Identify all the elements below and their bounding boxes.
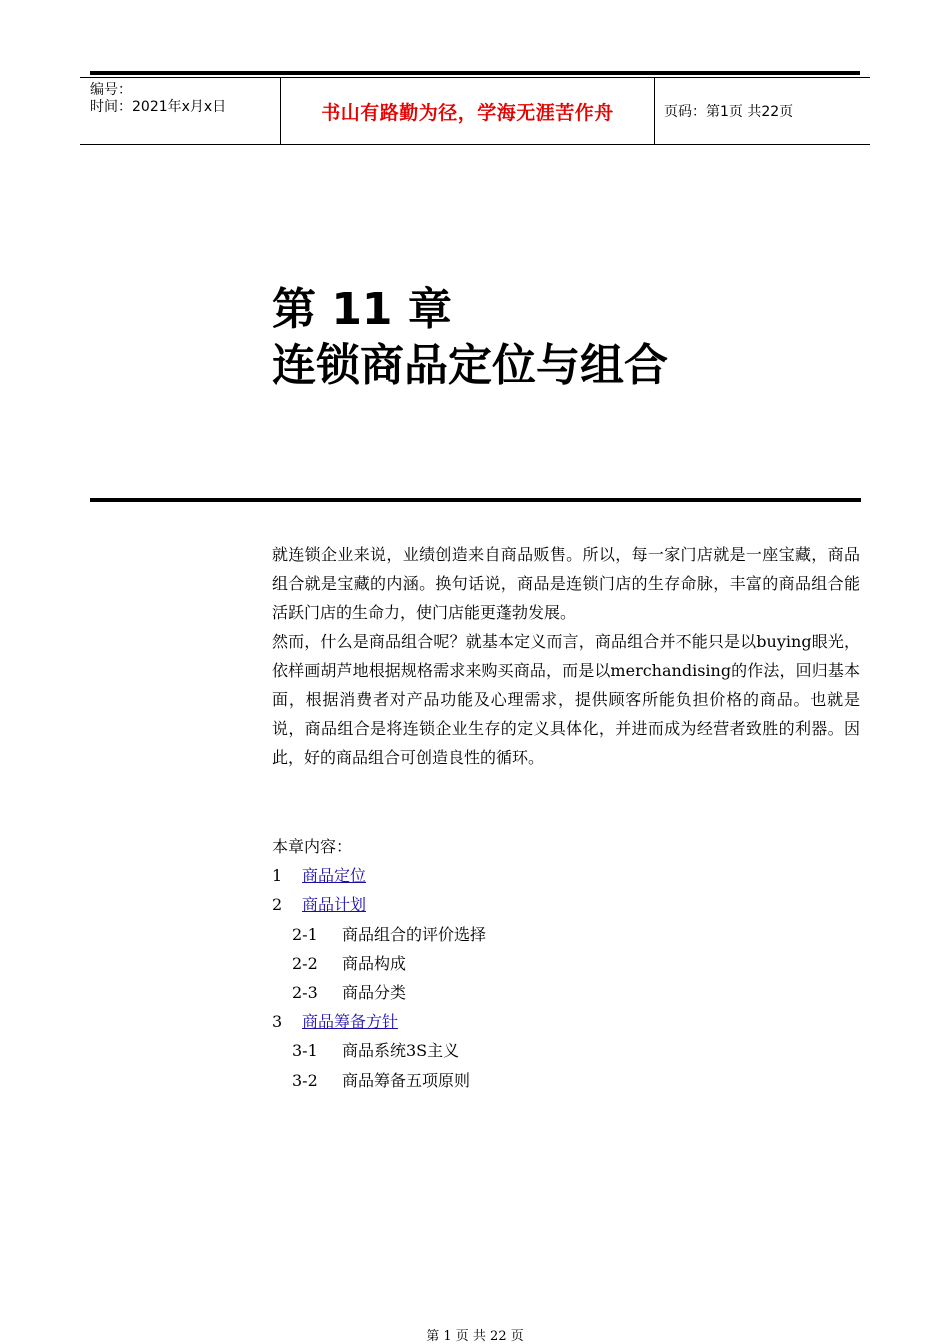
toc-item-number: 3-1 [292, 1041, 318, 1061]
toc-item-label: 商品构成 [342, 953, 407, 973]
toc-link-product-positioning[interactable]: 商品定位 [302, 866, 367, 886]
chapter-name: 连锁商品定位与组合 [272, 340, 668, 391]
toc-item-number: 3-2 [292, 1070, 318, 1090]
header-page-info: 页码：第1页 共22页 [664, 104, 794, 120]
toc-item [272, 1007, 486, 1036]
document-time-label: 时间：2021年x月x日 [90, 99, 227, 115]
body-paragraph-1: 就连锁企业来说，业绩创造来自商品贩售。所以，每一家门店就是一座宝藏，商品组合就是宝藏的内涵。换句话说，商品是连锁门店的生存命脉，丰富的商品组合能活跃门店的生命力，使门店能更蓬勃发展。 [272, 545, 860, 622]
toc-link-product-planning[interactable]: 商品计划 [302, 895, 367, 915]
toc-item-label: 商品组合的评价选择 [342, 924, 487, 944]
toc-item-label: 商品系统3S主义 [342, 1041, 460, 1061]
page-header [80, 77, 870, 145]
toc-item-number: 3 [272, 1012, 283, 1032]
toc-item-number: 1 [272, 866, 283, 886]
body-text [272, 540, 860, 772]
toc-item-number: 2-2 [292, 953, 318, 973]
toc-subitem [272, 920, 486, 949]
document-number-label: 编号： [90, 82, 132, 98]
toc-heading: 本章内容： [272, 837, 353, 856]
toc-link-product-preparation[interactable]: 商品筹备方针 [302, 1012, 399, 1032]
header-meta-cell [80, 78, 281, 144]
header-motto: 书山有路勤为径，学海无涯苦作舟 [281, 78, 655, 144]
toc-item [272, 861, 486, 890]
toc-item [272, 890, 486, 919]
toc-item-number: 2 [272, 895, 283, 915]
toc-item-label: 商品筹备五项原则 [342, 1070, 471, 1090]
toc-item-label: 商品分类 [342, 983, 407, 1003]
page-footer: 第 1 页 共 22 页 [426, 1329, 524, 1344]
toc-item-number: 2-1 [292, 924, 318, 944]
chapter-title [272, 282, 668, 394]
header-top-rule [90, 71, 860, 75]
toc-subitem [272, 1036, 486, 1065]
toc-subitem [272, 1066, 486, 1095]
toc-subitem [272, 949, 486, 978]
toc-item-number: 2-3 [292, 983, 318, 1003]
title-divider [90, 498, 861, 502]
chapter-number: 第 11 章 [272, 284, 452, 335]
toc-subitem [272, 978, 486, 1007]
body-paragraph-2: 然而，什么是商品组合呢？就基本定义而言，商品组合并不能只是以buying眼光，依样画胡芦地根据规格需求来购买商品，而是以merchandising的作法，回归基本面，根据消费者对产品功能及心理需求，提供顾客所能负担价格的商品。也就是说，商品组合是将连锁企业生存的定义具体化，并进而成为经营者致胜的利器。因此，好的商品组合可创造良性的循环。 [272, 632, 860, 767]
table-of-contents [272, 832, 486, 1095]
